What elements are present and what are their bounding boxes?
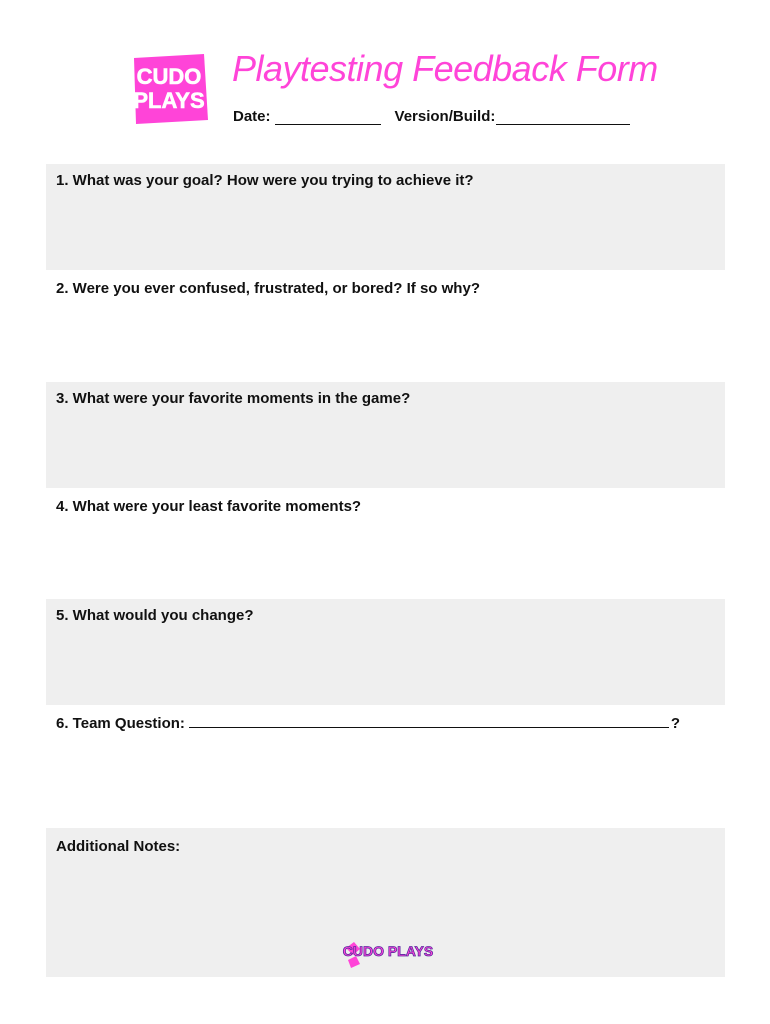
question-section-4[interactable] (46, 490, 725, 598)
footer-logo (338, 936, 434, 970)
team-question-label: 6. Team Question: (56, 715, 185, 732)
form-title: Playtesting Feedback Form (232, 48, 658, 89)
question-section-1[interactable] (46, 164, 725, 270)
question-label-1: 1. What was your goal? How were you trying to achieve it? (56, 172, 474, 189)
team-question-line[interactable] (189, 714, 669, 728)
form-meta (233, 108, 630, 125)
question-label-5: 5. What would you change? (56, 607, 254, 624)
logo-word-plays: PLAYS (133, 88, 205, 113)
question-label-4: 4. What were your least favorite moments? (56, 498, 362, 515)
date-label: Date: (233, 108, 271, 125)
version-field-line[interactable] (496, 109, 630, 125)
question-section-2[interactable] (46, 272, 725, 380)
additional-notes-label: Additional Notes: (56, 838, 181, 855)
date-field-line[interactable] (275, 109, 381, 125)
version-label: Version/Build: (394, 108, 496, 125)
cudo-plays-logo (128, 50, 210, 126)
question-label-2: 2. Were you ever confused, frustrated, or bored? If so why? (56, 280, 480, 297)
question-label-6 (56, 714, 680, 732)
footer-logo-text: CUDO PLAYS (342, 943, 434, 959)
question-section-3[interactable] (46, 382, 725, 488)
logo-word-cudo: CUDO (136, 64, 202, 89)
team-question-mark: ? (670, 715, 681, 732)
question-label-3: 3. What were your favorite moments in the game? (56, 390, 411, 407)
question-section-5[interactable] (46, 599, 725, 705)
question-section-6[interactable] (46, 706, 725, 826)
